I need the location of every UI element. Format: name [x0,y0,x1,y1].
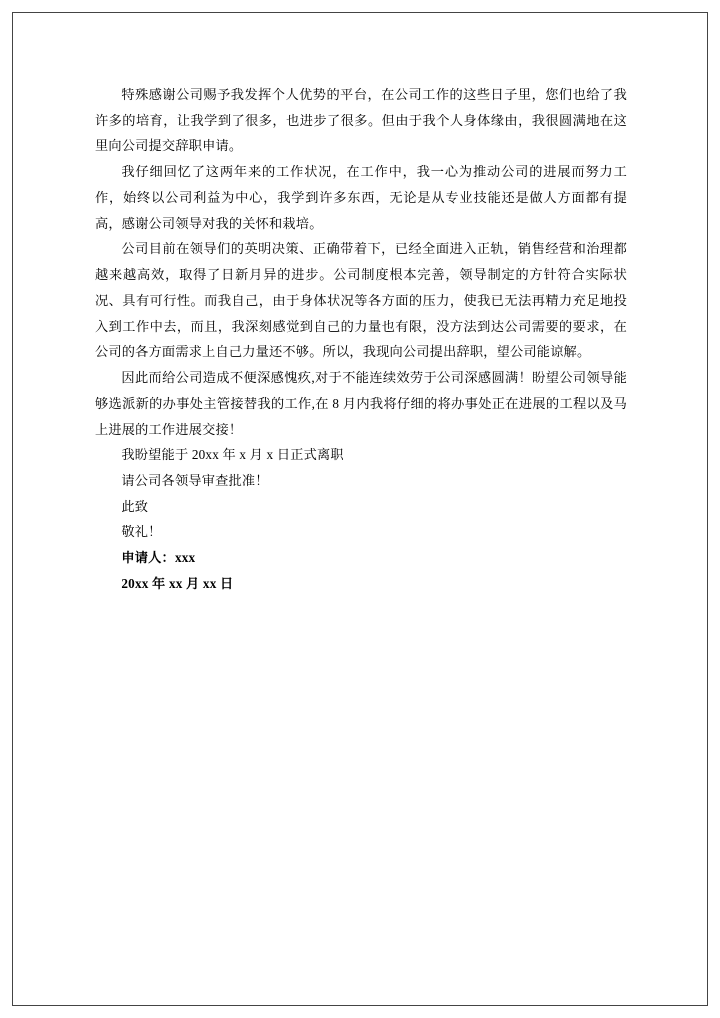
closing-line: 请公司各领导审查批准！ [121,473,269,489]
paragraph: 我仔细回忆了这两年来的工作状况，在工作中，我一心为推动公司的进展而努力工作，始终以公司利益为中心，我学到许多东西，无论是从专业技能还是做人方面都有提高，感谢公司领导对我的关怀和栽培。 [95,164,627,231]
paragraph: 公司目前在领导们的英明决策、正确带着下，已经全面进入正轨，销售经营和治理都越来越高效，取得了日新月异的进步。公司制度根本完善，领导制定的方针符合实际状况、具有可行性。而我自己，由于身体状况等各方面的压力，使我已无法再精力充足地投入到工作中去，而且，我深刻感觉到自己的力量也有限，没方法到达公司需要的要求，在公司的各方面需求上自己力量还不够。所以，我现向公司提出辞职，望公司能谅解。 [95,241,627,360]
paragraph: 特殊感谢公司赐予我发挥个人优势的平台，在公司工作的这些日子里，您们也给了我许多的培育，让我学到了很多，也进步了很多。但由于我个人身体缘由，我很圆满地在这里向公司提交辞职申请。 [95,87,627,154]
paragraph: 因此而给公司造成不便深感愧疚,对于不能连续效劳于公司深感圆满！盼望公司领导能够选派新的办事处主管接替我的工作,在 8 月内我将仔细的将办事处正在进展的工程以及马上进展的工作进展交接！ [95,370,627,437]
closing-line: 此致 [121,498,149,514]
applicant-name-line: 申请人：xxx [121,550,196,566]
document-body [95,82,627,597]
closing-line: 敬礼！ [121,524,162,540]
closing-line: 我盼望能于 20xx 年 x 月 x 日正式离职 [121,447,344,463]
date-line: 20xx 年 xx 月 xx 日 [121,575,234,591]
